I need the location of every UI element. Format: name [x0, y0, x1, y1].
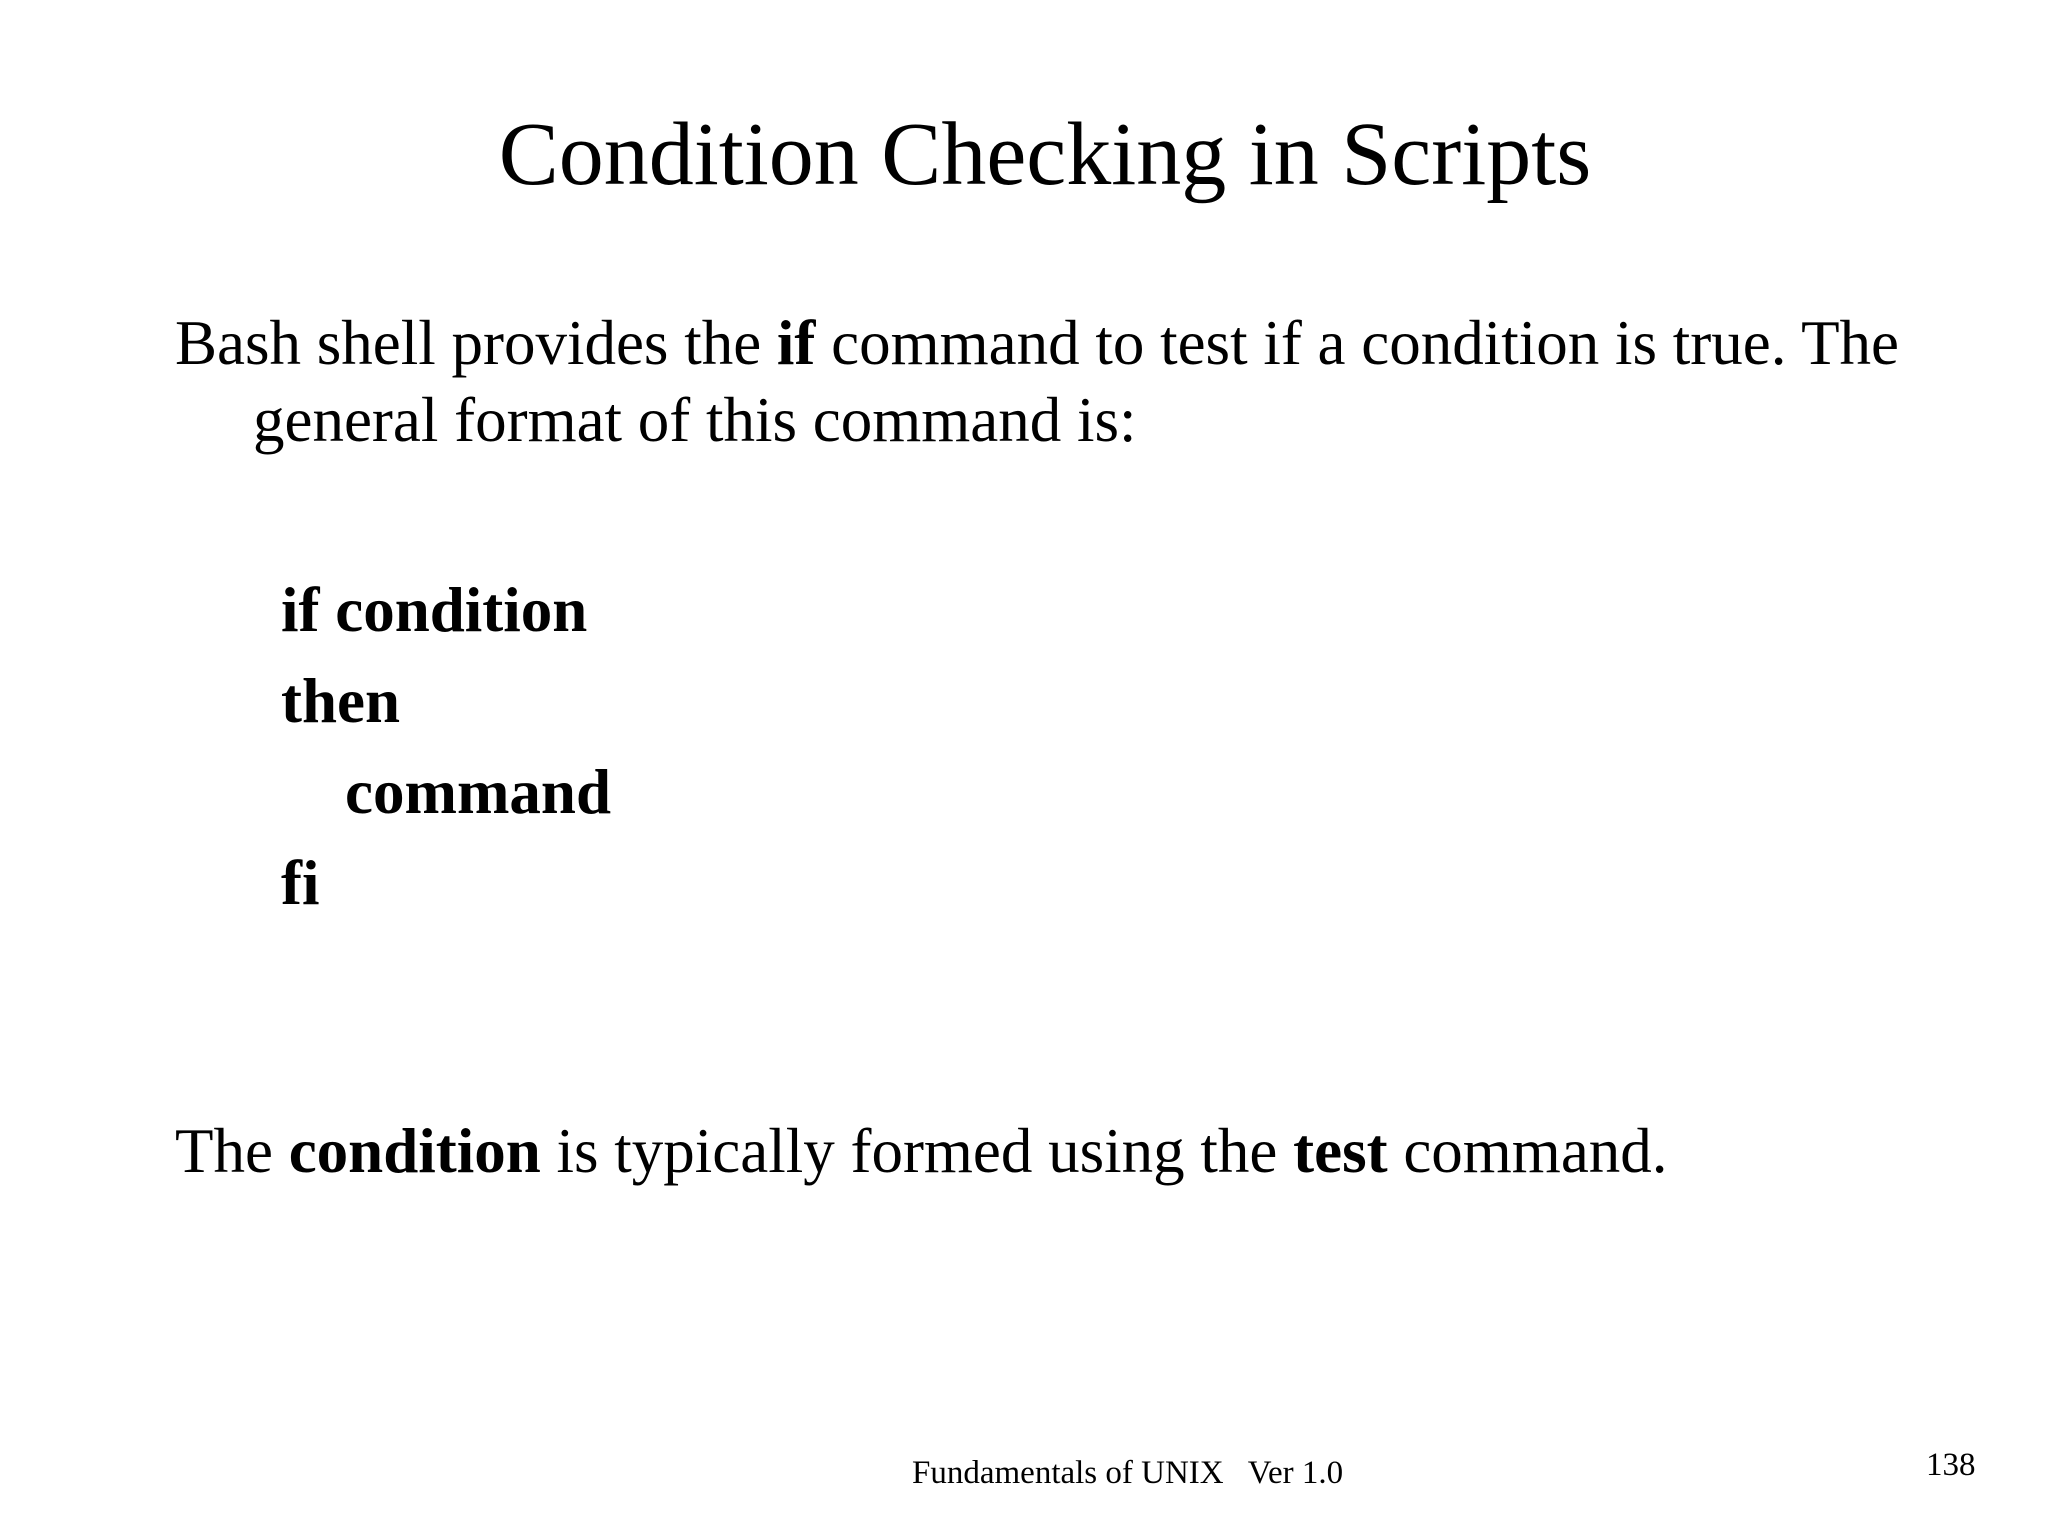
intro-paragraph: [175, 305, 1953, 459]
intro-text-start: Bash shell provides the: [175, 308, 777, 378]
intro-text-end: command to test if a condition is true. The general format of this command is:: [253, 308, 1900, 455]
page-number: 138: [1926, 1447, 1976, 1483]
syntax-line-then: then: [281, 666, 401, 736]
if-syntax-block: [281, 565, 611, 929]
note-text-3: command.: [1387, 1116, 1668, 1186]
syntax-line-command: command: [345, 757, 611, 827]
condition-note: [175, 1113, 1668, 1190]
syntax-line-if-condition: if condition: [281, 575, 588, 645]
note-text-2: is typically formed using the: [540, 1116, 1294, 1186]
if-keyword: if: [776, 308, 816, 378]
slide-title: Condition Checking in Scripts: [498, 105, 1592, 204]
footer-text: Fundamentals of UNIX Ver 1.0: [912, 1455, 1344, 1491]
syntax-line-fi: fi: [281, 848, 320, 918]
note-text-1: The: [175, 1116, 289, 1186]
test-keyword: test: [1293, 1116, 1388, 1186]
condition-keyword: condition: [288, 1116, 541, 1186]
